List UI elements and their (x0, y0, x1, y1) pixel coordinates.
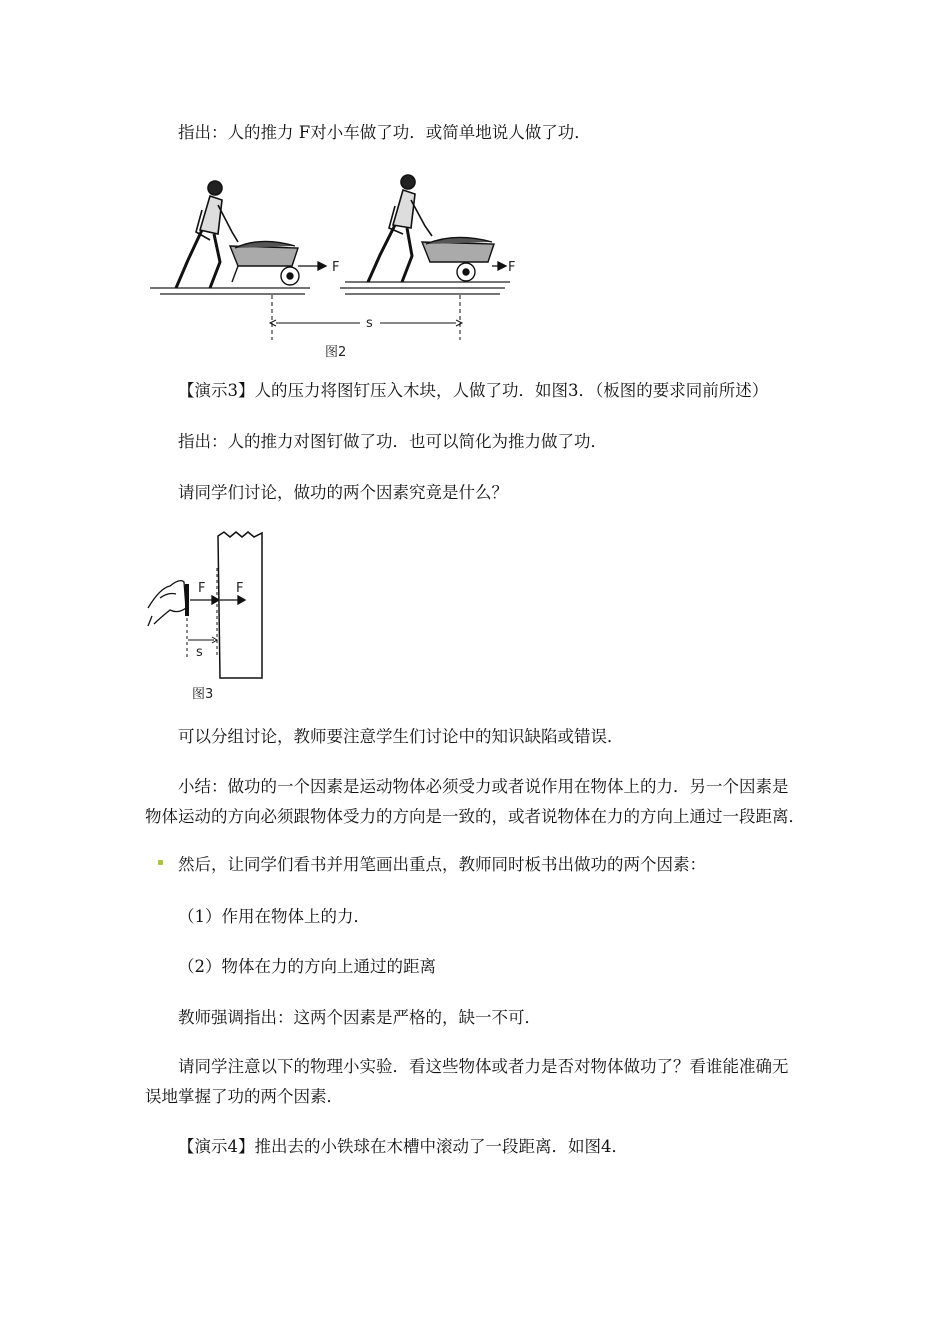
hand-icon (148, 581, 186, 626)
paragraph-experiment-line-1: 请同学注意以下的物理小实验．看这些物体或者力是否对物体做功了？看谁能准确无 (178, 1057, 789, 1076)
person-2-icon (368, 175, 432, 282)
paragraph-experiment-line-2: 误地掌握了功的两个因素． (145, 1087, 343, 1106)
paragraph-demo-4: 【演示4】推出去的小铁球在木槽中滚动了一段距离．如图4． (178, 1137, 628, 1156)
force-label-1: F (332, 260, 340, 275)
paragraph-teacher-emphasis: 教师强调指出：这两个因素是严格的，缺一不可． (178, 1008, 541, 1027)
person-1-icon (176, 181, 238, 288)
distance-label-s: s (196, 645, 203, 660)
paragraph-push-force: 指出：人的推力 F对小车做了功．或简单地说人做了功． (178, 123, 591, 142)
figure-2-caption: 图2 (325, 345, 347, 360)
paragraph-discussion-question: 请同学们讨论，做功的两个因素究竟是什么？ (178, 483, 508, 502)
paragraph-summary-line-1: 小结：做功的一个因素是运动物体必须受力或者说作用在物体上的力．另一个因素是 (178, 777, 789, 796)
list-item-factor-1: （1）作用在物体上的力． (178, 907, 370, 926)
list-item-factor-2: （2）物体在力的方向上通过的距离 (178, 957, 436, 976)
paragraph-demo-3: 【演示3】人的压力将图钉压入木块，人做了功．如图3．（板图的要求同前所述） (178, 381, 769, 400)
cart-1-icon (230, 241, 299, 285)
force-label-pin: F (198, 581, 206, 596)
figure-3-caption: 图3 (192, 687, 214, 702)
force-label-block: F (236, 581, 244, 596)
paragraph-summary-line-2: 物体运动的方向必须跟物体受力的方向是一致的，或者说物体在力的方向上通过一段距离． (145, 807, 805, 826)
figure-3-pushpin (140, 528, 280, 708)
figure-2-cart-push (140, 170, 540, 365)
bullet-dot (158, 860, 163, 865)
paragraph-read-book: 然后，让同学们看书并用笔画出重点，教师同时板书出做功的两个因素： (178, 855, 706, 874)
paragraph-group-discussion: 可以分组讨论，教师要注意学生们讨论中的知识缺陷或错误． (178, 727, 624, 746)
distance-label: s (366, 316, 373, 331)
force-label-2: F (508, 260, 516, 275)
paragraph-pushpin-force: 指出：人的推力对图钉做了功．也可以简化为推力做了功． (178, 432, 607, 451)
cart-2-icon (422, 237, 494, 281)
